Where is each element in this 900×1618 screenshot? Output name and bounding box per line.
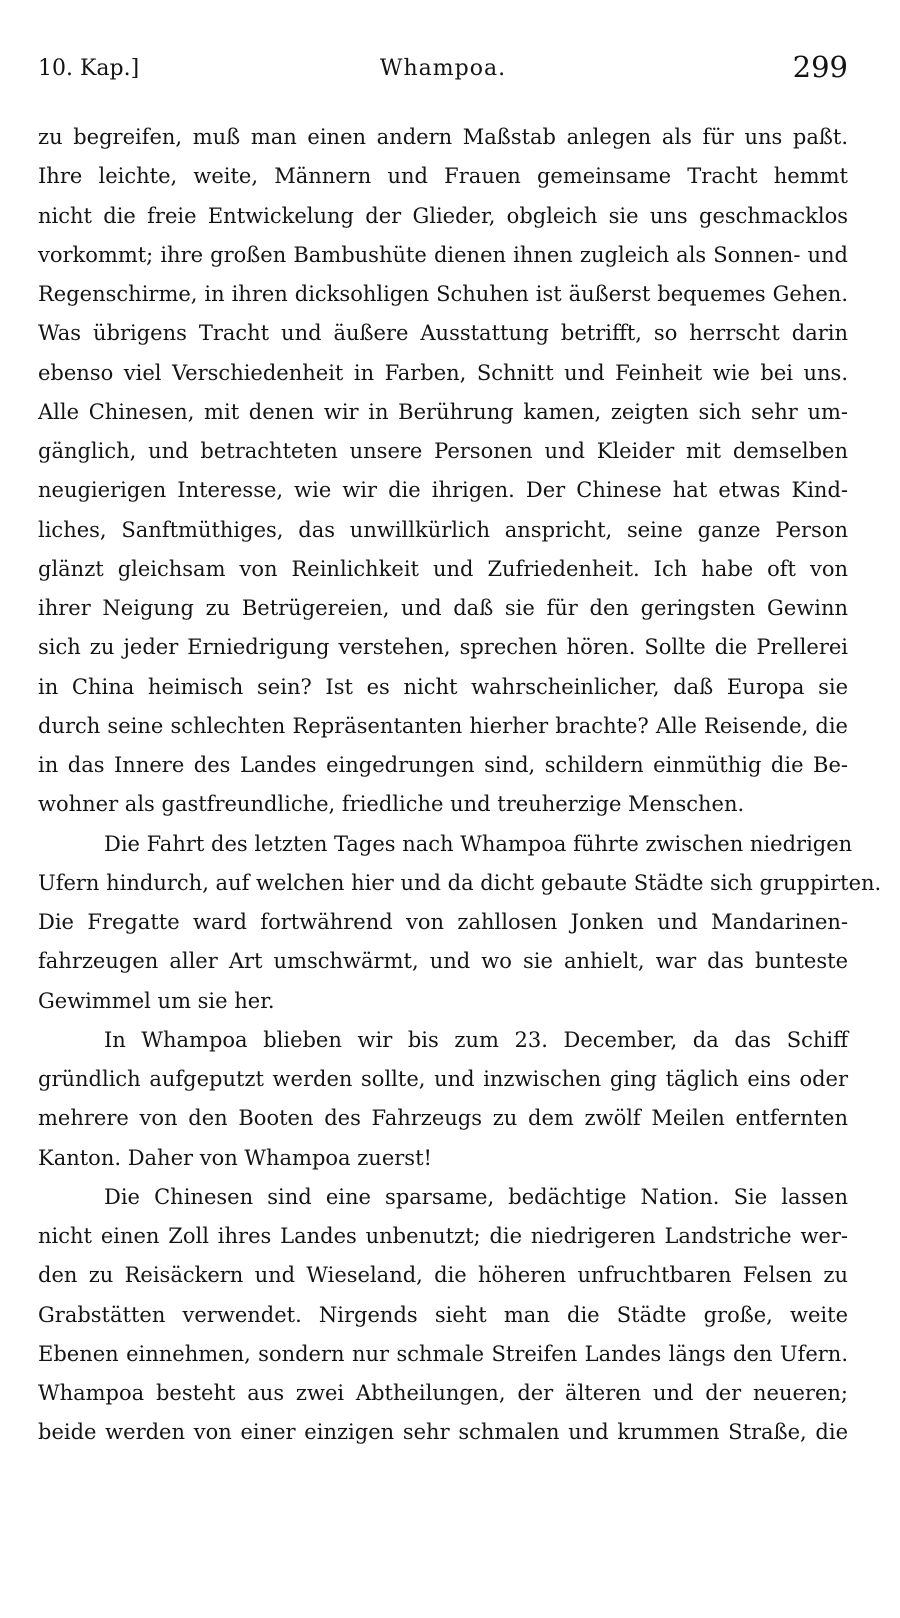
text-line: sich zu jeder Erniedrigung verstehen, sprechen hören. Sollte die Prellerei bbox=[38, 635, 848, 660]
text-line: glänzt gleichsam von Reinlichkeit und Zufriedenheit. Ich habe oft von bbox=[38, 556, 848, 581]
text-line: den zu Reisäckern und Wieseland, die höheren unfruchtbaren Felsen zu bbox=[38, 1263, 848, 1288]
text-line: nicht einen Zoll ihres Landes unbenutzt; die niedrigeren Landstriche wer- bbox=[38, 1224, 848, 1248]
text-line: neugierigen Interesse, wie wir die ihrigen. Der Chinese hat etwas Kind- bbox=[38, 478, 848, 503]
text-line: liches, Sanftmüthiges, das unwillkürlich anspricht, seine ganze Person bbox=[38, 517, 848, 542]
text-line: Ufern hindurch, auf welchen hier und da dicht gebaute Städte sich gruppirten. bbox=[38, 870, 882, 895]
paragraph bbox=[38, 1178, 848, 1453]
text-line: Die Chinesen sind eine sparsame, bedächtige Nation. Sie lassen bbox=[104, 1184, 848, 1209]
text-line: Die Fregatte ward fortwährend von zahllosen Jonken und Mandarinen- bbox=[38, 910, 848, 934]
text-line: Kanton. Daher von Whampoa zuerst! bbox=[38, 1145, 432, 1170]
text-line: In Whampoa blieben wir bis zum 23. December, da das Schiff bbox=[104, 1027, 848, 1052]
text-line: Gewimmel um sie her. bbox=[38, 988, 275, 1013]
text-line: Whampoa besteht aus zwei Abtheilungen, der älteren und der neueren; bbox=[38, 1381, 848, 1405]
text-line: mehrere von den Booten des Fahrzeugs zu dem zwölf Meilen entfernten bbox=[38, 1106, 848, 1131]
text-line: gründlich aufgeputzt werden sollte, und inzwischen ging täglich eins oder bbox=[38, 1067, 848, 1091]
paragraph bbox=[38, 825, 882, 1021]
paragraph bbox=[38, 1021, 848, 1178]
text-line: beide werden von einer einzigen sehr schmalen und krummen Straße, die bbox=[38, 1420, 848, 1445]
text-line: wohner als gastfreundliche, friedliche und treuherzige Menschen. bbox=[38, 792, 745, 817]
page-number: 299 bbox=[792, 50, 848, 84]
chapter-label: 10. Kap.] bbox=[38, 56, 140, 81]
text-line: Alle Chinesen, mit denen wir in Berührung kamen, zeigten sich sehr um- bbox=[38, 399, 848, 424]
page-body bbox=[38, 118, 882, 1453]
page-header bbox=[38, 50, 848, 90]
text-line: Was übrigens Tracht und äußere Ausstattung betrifft, so herrscht darin bbox=[38, 321, 848, 346]
text-line: Regenschirme, in ihren dicksohligen Schuhen ist äußerst bequemes Gehen. bbox=[38, 282, 848, 306]
running-title: Whampoa. bbox=[379, 56, 507, 81]
text-line: gänglich, und betrachteten unsere Personen und Kleider mit demselben bbox=[38, 439, 848, 463]
paragraph bbox=[38, 118, 848, 825]
text-line: fahrzeugen aller Art umschwärmt, und wo sie anhielt, war das bunteste bbox=[38, 949, 848, 974]
text-line: nicht die freie Entwickelung der Glieder, obgleich sie uns geschmacklos bbox=[38, 203, 848, 228]
text-line: ebenso viel Verschiedenheit in Farben, Schnitt und Feinheit wie bei uns. bbox=[38, 360, 848, 385]
text-line: Die Fahrt des letzten Tages nach Whampoa führte zwischen niedrigen bbox=[104, 831, 853, 856]
text-line: vorkommt; ihre großen Bambushüte dienen ihnen zugleich als Sonnen- und bbox=[38, 242, 848, 267]
text-line: Grabstätten verwendet. Nirgends sieht man die Städte große, weite bbox=[38, 1302, 848, 1327]
text-line: in China heimisch sein? Ist es nicht wahrscheinlicher, daß Europa sie bbox=[38, 674, 848, 699]
text-line: zu begreifen, muß man einen andern Maßstab anlegen als für uns paßt. bbox=[38, 125, 848, 149]
text-line: in das Innere des Landes eingedrungen sind, schildern einmüthig die Be- bbox=[38, 753, 848, 777]
text-line: Ebenen einnehmen, sondern nur schmale Streifen Landes längs den Ufern. bbox=[38, 1341, 848, 1366]
text-line: durch seine schlechten Repräsentanten hierher brachte? Alle Reisende, die bbox=[38, 713, 848, 738]
text-line: Ihre leichte, weite, Männern und Frauen gemeinsame Tracht hemmt bbox=[38, 164, 848, 189]
text-line: ihrer Neigung zu Betrügereien, und daß sie für den geringsten Gewinn bbox=[38, 596, 848, 620]
